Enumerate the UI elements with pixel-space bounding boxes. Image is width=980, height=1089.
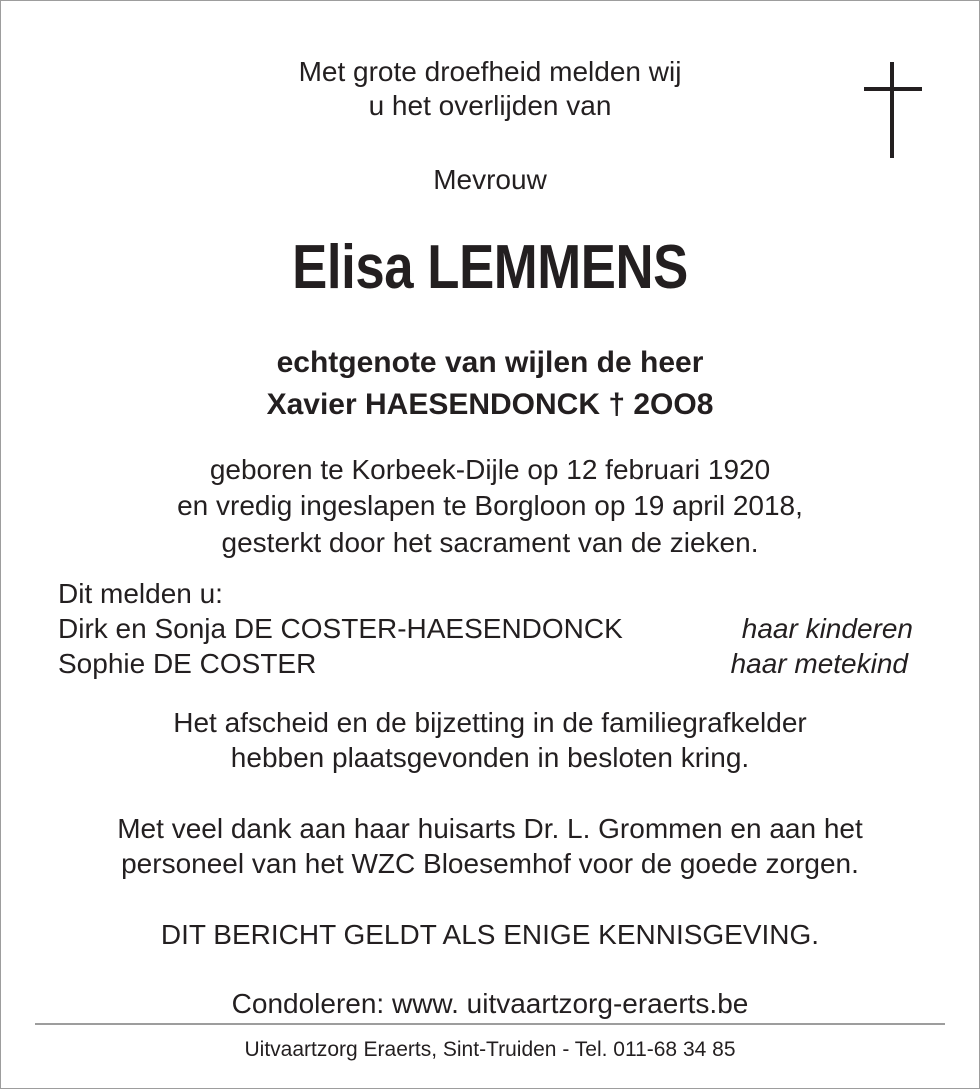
farewell-line-1: Het afscheid en de bijzetting in de familiegrafkelder (173, 707, 807, 738)
intro-line-1: Met grote droefheid melden wij (298, 56, 682, 87)
spouse-line-1: echtgenote van wijlen de heer (276, 346, 704, 379)
family-member-names: Sophie DE COSTER (58, 648, 317, 679)
spouse-line-2: Xavier HAESENDONCK † 2OO8 (266, 388, 714, 421)
birth-line: geboren te Korbeek-Dijle op 12 februari 1920 (209, 454, 771, 485)
farewell-line-2: hebben plaatsgevonden in besloten kring. (230, 742, 750, 773)
intro-line-2: u het overlijden van (368, 90, 612, 121)
thanks-line-2: personeel van het WZC Bloesemhof voor de goede zorgen. (121, 848, 859, 879)
sacrament-line: gesterkt door het sacrament van de zieken. (221, 527, 759, 558)
family-member-names: Dirk en Sonja DE COSTER-HAESENDONCK (58, 613, 623, 644)
notice: DIT BERICHT GELDT ALS ENIGE KENNISGEVING. (160, 919, 820, 950)
footer-divider (35, 1023, 945, 1025)
funeral-home-footer: Uitvaartzorg Eraerts, Sint-Truiden - Tel. 011-68 34 85 (244, 1038, 736, 1061)
family-member-relation: haar kinderen (741, 613, 913, 644)
family-heading: Dit melden u: (58, 578, 223, 609)
death-line: en vredig ingeslapen te Borgloon op 19 april 2018, (177, 490, 803, 521)
thanks-line-1: Met veel dank aan haar huisarts Dr. L. Grommen en aan het (117, 813, 863, 844)
family-member-relation: haar metekind (730, 648, 908, 679)
salutation: Mevrouw (433, 164, 547, 195)
deceased-name: Elisa LEMMENS (292, 233, 688, 302)
condolences-link[interactable]: Condoleren: www. uitvaartzorg-eraerts.be (231, 988, 749, 1019)
